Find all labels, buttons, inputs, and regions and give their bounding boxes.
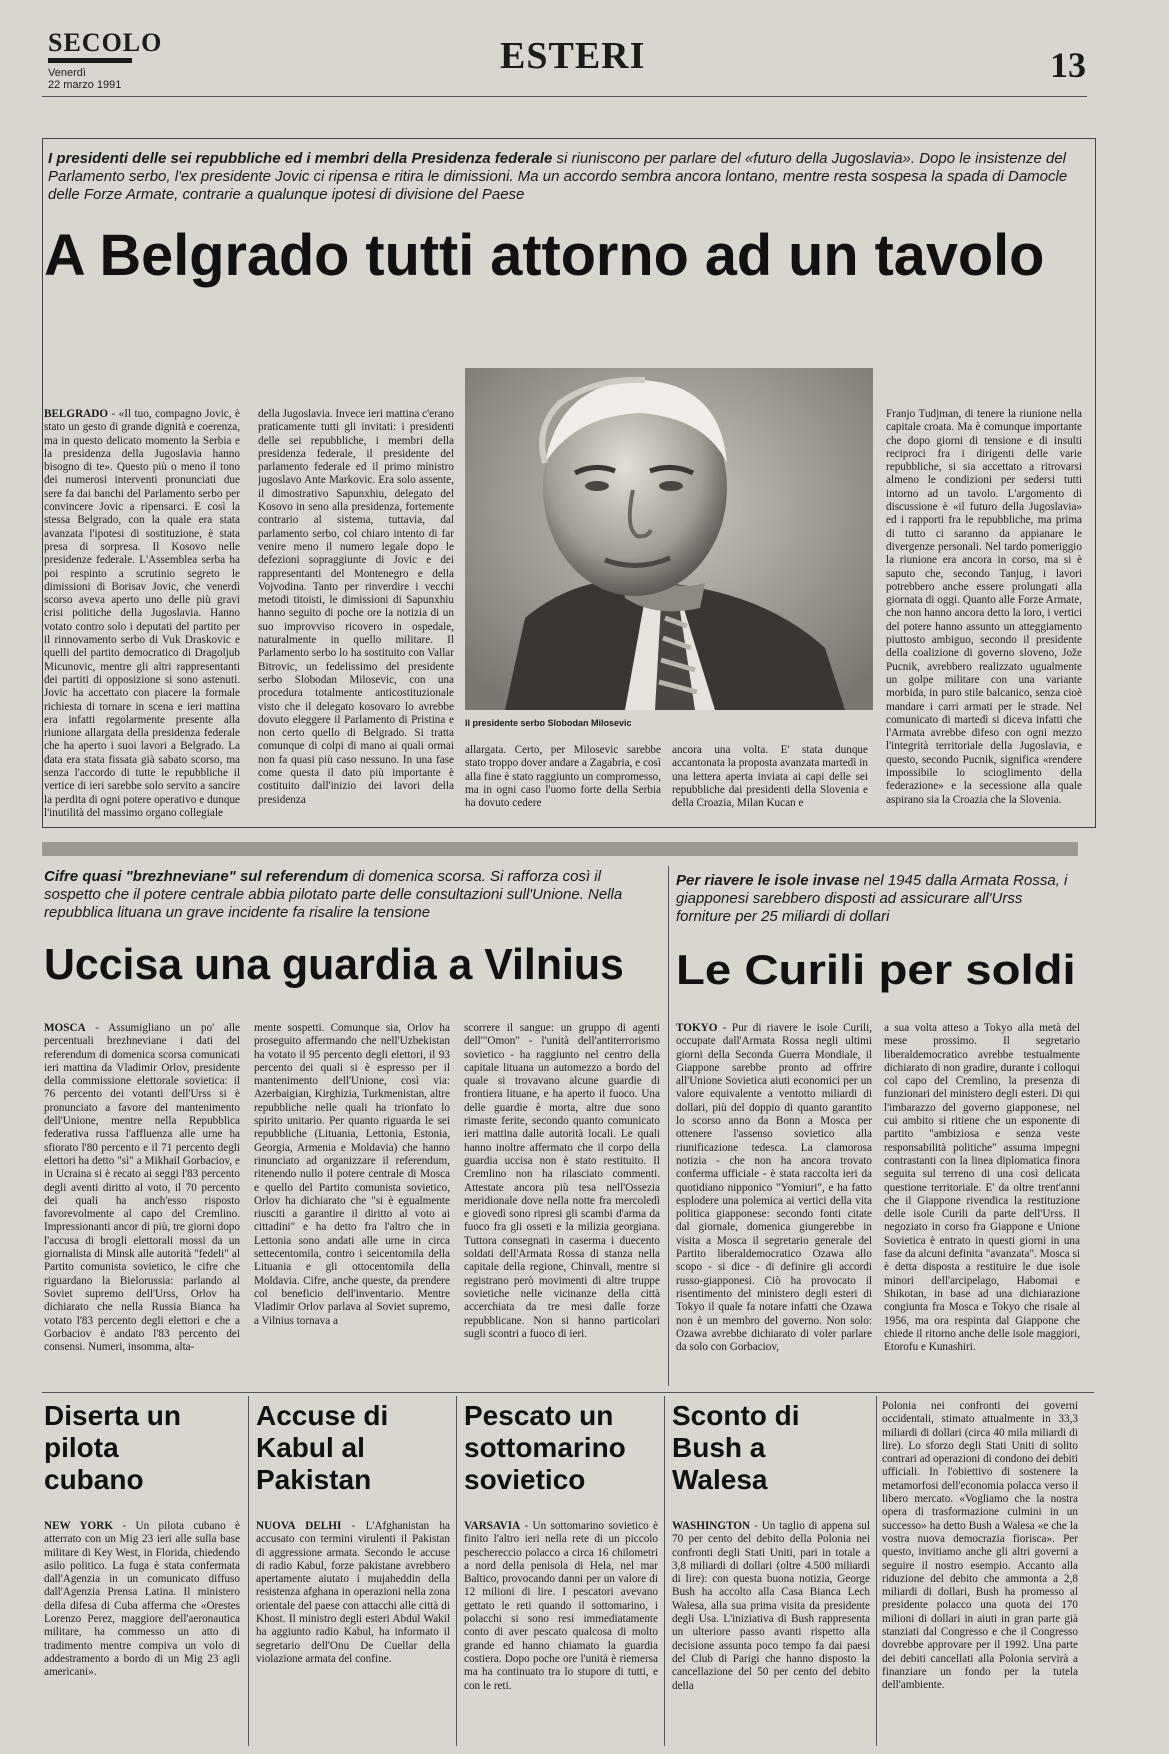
vilnius-kicker: [44, 868, 644, 922]
curili-kicker-bold: Per riavere le isole invase: [676, 872, 860, 889]
bush-dateline: WASHINGTON: [672, 1520, 751, 1532]
lead-kicker-text: si riuniscono per parlare del «futuro della Jugoslavia». Dopo le insistenze del Parlamento serbo, l'ex presidente Jovic ci ripensa e ritira le dimissioni. Ma un accordo sembra ancora lontano, mentre resta sospesa la spada di Damocle delle Forze Armate, contrarie a qualunque ipotesi di divisione del Paese: [48, 150, 1068, 203]
curili-kicker-text: nel 1945 dalla Armata Rossa, i giapponesi sarebbero disposti ad assicurare all'Urss forniture per 25 miliardi di dollari: [676, 872, 1068, 925]
photo-caption: Il presidente serbo Slobodan Milosevic: [465, 718, 632, 728]
lead-col2-text: della Jugoslavia. Invece ieri mattina c'erano praticamente tutti gli invitati: i presidenti delle sei repubbliche, i membri della presidenza federale, il presidente del parlamento federale ed il primo ministro jugoslavo Ante Markovic. Era solo assente, il dimostrativo Sapunxhiu, delegato del Kosovo in seno alla presidenza, fortemente contrario al sistema, tuttavia, dal parlamento serbo, col chiaro intento di far venire meno il numero legale dopo le defezioni sopraggiunte di Jovic e dei rappresentanti del Montenegro e della Vojvodina. Tanto per rinverdire i vecchi metodi titoisti, le dimissioni di Sapunxhiu hanno seguito di poche ore la notizia di un suo improvviso ricovero in ospedale, naturalmente in quello militare. Il Parlamento serbo lo ha sostituito con Vallar Bitrovic, un fedelissimo del presidente serbo Slobodan Milosevic, con una procedura totalmente anticostituzionale visto che il delegato kosovaro lo avrebbe dovuto eleggere il Parlamento di Pristina e non certo quello di Belgrado. Si tratta comunque di colpi di mano ai quali ormai non fa quasi più caso nessuno. In una fase come questa il dato più importante è costituito dall'inizio dei lavori della presidenza: [258, 408, 454, 806]
lead-kicker: [48, 150, 1068, 204]
lead-col1-text: - «Il tuo, compagno Jovic, è stato un gesto di grande dignità e coerenza, ma in questo delicato momento la Serbia e la presidenza della Jugoslavia hanno bisogno di te». Questo più o meno il tono dei numerosi interventi pronunciati due sere fa dai banchi del Parlamento serbo per convincere Jovic a ripensarci. E così la stessa Belgrado, con la quale era stata avanzata l'ipotesi di sostituzione, è stata presa di sorpresa. Il Kosovo nelle presidenze federale. L'Assemblea serba ha poi respinto a scrutinio segreto le dimissioni di Borisav Jovic, che venerdì scorso aveva aperto uno delle più gravi crisi politiche della Jugoslavia. Hanno votato contro solo i deputati del partito per il rinnovamento serbo di Vuk Draskovic e quelli del partito democratico di Dragoljub Micunovic, mentre gli altri rappresentanti dei partiti di opposizione si sono astenuti. Jovic ha accettato con piacere la formale richiesta di tornare in scena e ieri mattina era infatti regolarmente presente alla riunione allargata della presidenza federale che ha aperto i suoi lavori a Belgrado. La data era stata fissata già sabato scorso, ma senza l'accordo di tutte le repubbliche il vertice di ieri sarebbe solo servito a sancire la perdita di ogni potere operativo e dunque l'inutilità del massimo organo collegiale: [44, 408, 240, 819]
lead-column-1: [44, 408, 240, 822]
submarine-dateline: VARSAVIA: [464, 1520, 521, 1532]
kabul-body-text: - L'Afghanistan ha accusato con termini virulenti il Pakistan di aggressione armata. Secondo le accuse di radio Kabul, forze pakistane avrebbero apertamente aiutato i mujaheddin della resistenza afghana in operazioni nella zona orientale del paese con attacchi alle città di Khost. Il ministro degli esteri Abdul Wakil ha aggiunto radio Kabul, ha informato il segretario dell'Onu De Cuellar della violazione armata del confine.: [256, 1520, 450, 1665]
kabul-article-body: [256, 1520, 450, 1746]
lead-col5-text: Franjo Tudjman, di tenere la riunione nella capitale croata. Ma è comunque importante che dopo giorni di tensione e di insulti reciproci fra i dirigenti delle varie repubbliche, si sia accettato a ritrovarsi almeno le condizioni per sedersi tutti intorno ad un tavolo. L'argomento di discussione è «il futuro della Jugoslavia» ed i rapporti fra le repubbliche, ma prima di tutto ci saranno da appianare le divergenze personali. Nel tardo pomeriggio la riunione era ancora in corso, ma si è saputo che, secondo Tanjug, i lavori potrebbero anche essere prolungati alla giornata di oggi. Quanto alle Forze Armate, che non hanno ancora detto la loro, i vertici del potere hanno assunto un atteggiamento piuttosto ambiguo, secondo il presidente della coalizione di governo sloveno, Jože Pucnik, avrebbero realizzato ugualmente un golpe militare con una variante morbida, in puro stile balcanico, senza cioè mandare i carri armati per le strade. Nel comunicato di martedì si diceva infatti che l'Armata avrebbe difeso con ogni mezzo l'integrità territoriale della Jugoslavia, e questo, secondo Pucnik, significa «rendere impossibile lo scioglimento della federazione» e la secessione alla quale aspirano sia la Croazia che la Slovenia.: [886, 408, 1082, 806]
cuba-headline: Diserta un pilota cubano: [44, 1400, 181, 1495]
lead-column-5: [886, 408, 1082, 822]
bush-article-body: [672, 1520, 870, 1746]
lead-dateline: BELGRADO: [44, 408, 109, 420]
milosevic-photo: [465, 368, 873, 710]
submarine-headline: Pescato un sottomarino sovietico: [464, 1400, 626, 1495]
bottom-rule-1: [248, 1396, 249, 1746]
vilnius-kicker-bold: Cifre quasi "brezhneviane" sul referendum: [44, 868, 349, 885]
portrait-image: [465, 368, 873, 710]
curili-kicker: [676, 872, 1076, 926]
vilnius-col2-text: mente sospetti. Comunque sia, Orlov ha proseguito affermando che nell'Uzbekistan ha votato il 95 percento degli elettori, il 93 percento dei quali si è espresso per il mantenimento dell'Unione, così via: Azerbaigian, Kirghizia, Turkmenistan, altre repubbliche nelle quali ha trionfato lo spirito unitario. Per quanto riguarda le sei repubbliche (Lituania, Lettonia, Estonia, Georgia, Armenia e Moldavia) che hanno rinunciato ad organizzare il referendum, ritenendo nullo il potere centrale di Mosca e quello del Partito comunista sovietico, Orlov ha dichiarato che "si è egualmente riusciti a garantire il diritto al voto ai cittadini" e ha detto fra l'altro che in Lettonia sono andati alle urne in circa settecentomila, contro i seicentomila della Lituania e gli ottocentomila della Moldavia. Cifre, anche queste, da prendere col beneficio dell'inventario. Mentre Vladimir Orlov parlava al Soviet supremo, a Vilnius tornava a: [254, 1022, 450, 1327]
vilnius-column-3: [464, 1022, 660, 1382]
issue-day: Venerdì: [48, 67, 86, 79]
bottom-rule-4: [876, 1396, 877, 1746]
lead-col3-text: allargata. Certo, per Milosevic sarebbe stato troppo dover andare a Zagabria, e così alla fine è stato raggiunto un compromesso, ma in ogni caso l'uomo forte della Serbia ha dovuto cedere: [465, 744, 661, 810]
curili-column-1: [676, 1022, 872, 1382]
issue-date: 22 marzo 1991: [48, 79, 122, 91]
lead-headline: A Belgrado tutti attorno ad un tavolo: [44, 223, 1045, 288]
vilnius-col3-text: scorrere il sangue: un gruppo di agenti dell'"Omon" - l'unità dell'antiterrorismo sovietico - ha raggiunto nel centro della capitale lituana un automezzo a bordo del quale si trovavano alcune guardie di frontiera lituane, e ha aperto il fuoco. Una delle guardie è morta, altre due sono rimaste ferite, secondo quanto comunicato ieri mattina dalle autorità locali. Le quali hanno inoltre affermato che il corpo della guardia uccisa non è stato restituito. Il Cremlino non ha rilasciato commenti. Attestate ancora più tesa nell'Ossezia meridionale dove nella notte fra mercoledì e giovedì sono ripresi gli scambi d'arma da fuoco fra gli osseti e la milizia georgiana. Tuttora consegnati in caserma i duecento soldati dell'Armata Rossa di stanza nella capitale della regione, Chinvali, mentre si registrano però movimenti di altre truppe sovietiche nelle vicinanze della città accerchiata da tre mesi dalle forze repubblicane. Non si hanno particolari sugli scontri a fuoco di ieri.: [464, 1022, 660, 1340]
curili-column-2: [884, 1022, 1080, 1382]
section-divider-band: [42, 842, 1078, 856]
submarine-article-body: [464, 1520, 658, 1746]
lead-column-4: [672, 744, 868, 822]
vilnius-dateline: MOSCA: [44, 1022, 86, 1034]
bush-headline: Sconto di Bush a Walesa: [672, 1400, 800, 1495]
lead-column-2: [258, 408, 454, 822]
column-rule: [668, 866, 669, 1386]
bottom-rule-3: [664, 1396, 665, 1746]
kabul-dateline: NUOVA DELHI: [256, 1520, 342, 1532]
section-title: ESTERI: [500, 35, 646, 77]
vilnius-kicker-text: di domenica scorsa. Si rafforza così il sospetto che il potere centrale abbia pilotato parte delle consultazioni sull'Unione. Nella repubblica lituana un grave incidente fa risalire la tensione: [44, 868, 623, 921]
curili-dateline: TOKYO: [676, 1022, 718, 1034]
submarine-body-text: - Un sottomarino sovietico è finito l'altro ieri nella rete di un piccolo peschereccio polacco a circa 16 chilometri a nord della penisola di Hela, nel mar Baltico, provocando danni per un valore di 12 milioni di lire. I pescatori avevano gettato le reti quando il sottomarino, i polacchi si sono resi immediatamente conto di aver pescato qualcosa di molto grande ed hanno chiamato la guardia costiera. Dopo poche ore l'unità è riemersa ma ha continuato tra lo stupore di tutti, e con le reti.: [464, 1520, 658, 1692]
curili-headline: Le Curili per soldi: [676, 946, 1076, 993]
cuba-dateline: NEW YORK: [44, 1520, 114, 1532]
lead-column-3: [465, 744, 661, 822]
curili-col2-text: a sua volta atteso a Tokyo alla metà del mese prossimo. Il segretario liberaldemocratico avrebbe testualmente dichiarato di non gradire, durante i colloqui col capo del Cremlino, la presenza di funzionari del ministero degli esteri. Di qui l'imbarazzo del governo giapponese, nel cui ambito si ritiene che un esponente di partito "ambiziosa e senza veste responsabilità politiche" assuma impegni contrastanti con la linea diplomatica finora seguita sul terreno di una così delicata questione territoriale. E' da oltre trent'anni che il Giappone rivendica la restituzione delle isole Curili da parte dell'Urss. Il negoziato in corso fra Giappone e Unione Sovietica è entrato in questi giorni in una fase da alcuni definita "avanzata". Mosca si è detta disposta a restituire le due isole minori dell'arcipelago, Habomai e Shikotan, in base ad una dichiarazione congiunta fra Mosca e Tokyo che risale al 1956, ma ora respinta dal Giappone che chiede il ritorno anche delle isole maggiori, Etorofu e Kunashiri.: [884, 1022, 1080, 1354]
bottom-rule-2: [456, 1396, 457, 1746]
vilnius-headline: Uccisa una guardia a Vilnius: [44, 940, 624, 989]
masthead-rule: [42, 96, 1087, 97]
cuba-body-text: - Un pilota cubano è atterrato con un Mig 23 ieri alle sulla base militare di Key West, in Florida, chiedendo asilo politico. La fuga è stata confermata dall'Agenzia in un comunicato diffuso dall'Agenzia Prensa Latina. Il ministero della difesa di Cuba afferma che «Orestes Lorenzo Perez, maggiore dell'aeronautica militare, ha commesso un atto di tradimento mentre compiva un volo di addestramento a bordo di un Mig 23 agli americani».: [44, 1520, 240, 1679]
bush-continuation-text: Polonia nei confronti dei governi occidentali, stimato attualmente in 33,3 miliardi di dollari (circa 40 mila miliardi di lire). Lo sforzo degli Stati Uniti di solito contrari ad operazioni di condono dei debiti ufficiali. In l'obiettivo di sostenere la metamorfosi dell'economia polacca verso il libero mercato. «Vogliamo che la nostra opera di trasformazione culmini in un successo» ha detto Bush a Walesa «e che la vostra nuova democrazia fiorisca». Per questo, invitiamo anche gli altri governi a seguire il nostro esempio. Accanto alla riduzione del debito che ammonta a 2,8 miliardi di dollari, Bush ha promesso al presidente polacco una quota dei 170 milioni di dollari in aiuti in gran parte già stanziati dal Congresso e che il Congresso dovrebbe approvare per il 1992. Una parte dei debiti cancellati alla Polonia servirà a finanziare un fondo per la tutela dell'ambiente.: [882, 1400, 1078, 1692]
kabul-headline: Accuse di Kabul al Pakistan: [256, 1400, 389, 1495]
vilnius-column-1: [44, 1022, 240, 1382]
newspaper-logo: SECOLO: [48, 28, 163, 57]
bush-article-continuation: [882, 1400, 1078, 1746]
curili-col1-text: - Pur di riavere le isole Curili, occupate dall'Armata Rossa negli ultimi giorni della Seconda Guerra Mondiale, il Giappone sarebbe pronto ad offrire all'Unione Sovietica aiuti economici per un valore equivalente a ventotto miliardi di dollari, più del doppio di quanto garantito lo scorso anno da Bonn a Mosca per ottenere l'assenso sovietico alla riunificazione tedesca. La clamorosa notizia - che non ha ancora trovato conferma ufficiale - è stata raccolta ieri da quotidiano nipponico "Yomiuri", e ha fatto esplodere una polemica ai vertici della vita politica giapponese: secondo fonti citate dal giornale, domenica giungerebbe in visita a Mosca il segretario generale del Partito liberaldemocratico Ozawa allo scopo - si dice - di definire gli accordi russo-giapponesi. Ciò ha provocato il risentimento del ministero degli esteri di Tokyo il quale fa notare infatti che Ozawa non è un membro del governo. Non solo: Ozawa avrebbe dichiarato di voler parlare da solo con Gorbaciov,: [676, 1022, 872, 1354]
lead-kicker-bold: I presidenti delle sei repubbliche ed i membri della Presidenza federale: [48, 150, 553, 167]
cuba-article-body: [44, 1520, 240, 1746]
bush-body-text: - Un taglio di appena sul 70 per cento del debito della Polonia nei confronti degli Stati Uniti, pari in totale a 3,8 miliardi di dollari (oltre 4.500 miliardi di lire): con questa buona notizia, George Bush ha accolto alla Casa Bianca Lech Walesa, alla sua prima visita da presidente degli Usa. L'iniziativa di Bush rappresenta un ulteriore passo avanti rispetto alla decisione assunta poco tempo fa dai paesi del Club di Parigi che hanno disposto la cancellazione del 50 per cento del debito della: [672, 1520, 870, 1692]
vilnius-column-2: [254, 1022, 450, 1382]
lead-col4-text: ancora una volta. E' stata dunque accantonata la proposta avanzata martedì in una lettera aperta inviata ai capi delle sei repubbliche dai presidenti della Slovenia e della Croazia, Milan Kucan e: [672, 744, 868, 810]
vilnius-col1-text: - Assumigliano un po' alle percentuali brezhneviane i dati del referendum di domenica scorsa comunicati ieri mattina da Vladimir Orlov, presidente della commissione elettorale sovietica: il 76 percento dei votanti dell'Urss si è pronunciato a favore del mantenimento dell'Unione, mentre nella Repubblica federativa russa l'affluenza alle urne ha sfiorato l'80 percento e il 71 percento degli elettori ha detto "sì" a Mikhail Gorbaciov, e in Ucraina si è recato ai seggi l'83 percento degli aventi diritto al voto, il 70 percento dei quali ha anch'esso risposto favorevolmente al capo del Cremlino. Impressionanti ancor di più, tre giorni dopo l'accusa di brogli elettorali mossi da un giornalista di Minsk alle autorità "fedeli" al Partito comunista sovietico, le cifre che riguardano la Bielorussia: parlando al Soviet supremo dell'Urss, Orlov ha dichiarato che nella Russia Bianca ha votato l'83 percento degli elettori e che a Gorbaciov è andato l'83 percento dei consensi. Numeri, insomma, alta-: [44, 1022, 240, 1354]
page-number: 13: [1050, 45, 1086, 85]
bottom-strip-top-rule: [42, 1392, 1094, 1393]
logo-underline: [48, 58, 132, 63]
